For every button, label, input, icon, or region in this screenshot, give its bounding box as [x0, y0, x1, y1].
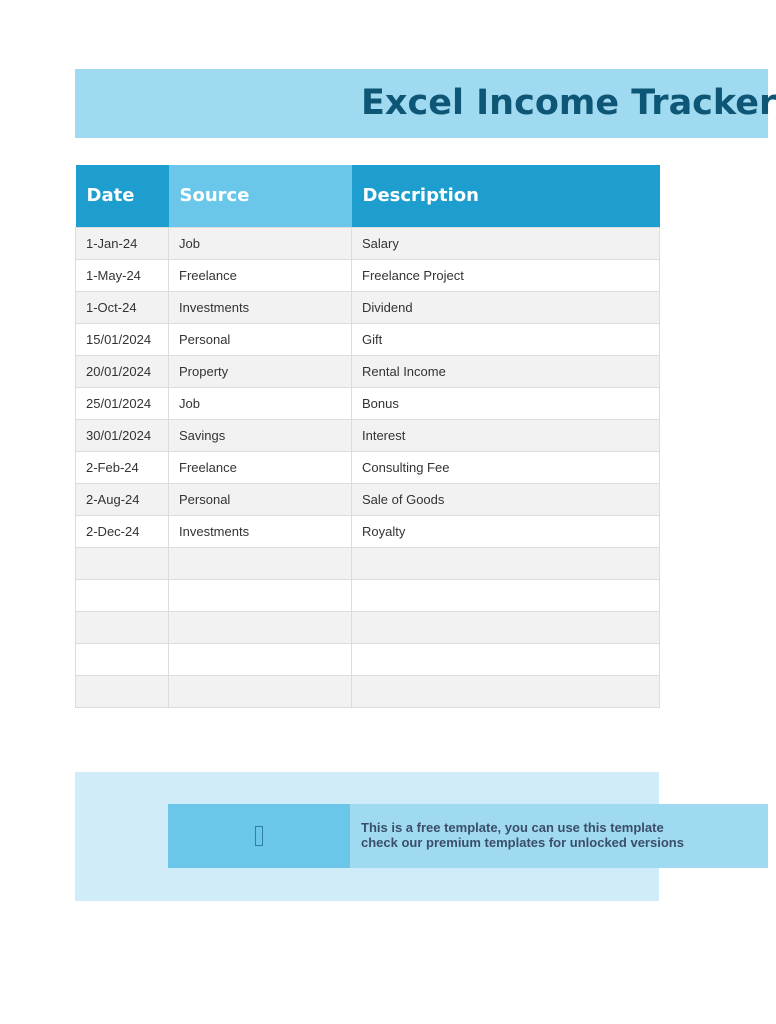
cell-date[interactable]	[76, 547, 169, 579]
title-band	[75, 69, 776, 138]
cell-description[interactable]	[352, 579, 660, 611]
table-row	[76, 579, 660, 611]
cell-source[interactable]	[169, 611, 352, 643]
cell-description[interactable]	[352, 675, 660, 707]
cell-source[interactable]: Job	[169, 387, 352, 419]
cell-date[interactable]: 1-Jan-24	[76, 227, 169, 259]
notice-line-1: This is a free template, you can use this template	[361, 820, 664, 835]
cell-date[interactable]: 25/01/2024	[76, 387, 169, 419]
cell-date[interactable]: 15/01/2024	[76, 323, 169, 355]
table-header-row	[76, 165, 660, 227]
table-row	[76, 483, 660, 515]
column-header-source[interactable]: Source	[169, 165, 352, 227]
cell-description[interactable]: Freelance Project	[352, 259, 660, 291]
cell-description[interactable]: Salary	[352, 227, 660, 259]
notice-message	[361, 820, 684, 850]
cell-description[interactable]: Bonus	[352, 387, 660, 419]
notice-text-cell	[350, 804, 768, 868]
cell-date[interactable]: 2-Dec-24	[76, 515, 169, 547]
cell-description[interactable]: Rental Income	[352, 355, 660, 387]
notice-line-2: check our premium templates for unlocked versions	[361, 835, 684, 850]
cell-date[interactable]: 30/01/2024	[76, 419, 169, 451]
cell-source[interactable]: Investments	[169, 291, 352, 323]
table-row	[76, 643, 660, 675]
cell-date[interactable]	[76, 579, 169, 611]
cell-description[interactable]	[352, 611, 660, 643]
cell-description[interactable]: Sale of Goods	[352, 483, 660, 515]
cell-source[interactable]: Freelance	[169, 451, 352, 483]
cell-source[interactable]: Savings	[169, 419, 352, 451]
cell-description[interactable]	[352, 547, 660, 579]
table-row	[76, 515, 660, 547]
cell-date[interactable]: 1-Oct-24	[76, 291, 169, 323]
cell-date[interactable]	[76, 643, 169, 675]
cell-description[interactable]: Dividend	[352, 291, 660, 323]
cell-description[interactable]: Interest	[352, 419, 660, 451]
cell-source[interactable]: Investments	[169, 515, 352, 547]
cell-date[interactable]: 20/01/2024	[76, 355, 169, 387]
table-row	[76, 611, 660, 643]
cell-description[interactable]	[352, 643, 660, 675]
column-header-description[interactable]: Description	[352, 165, 660, 227]
cell-description[interactable]: Royalty	[352, 515, 660, 547]
table-row	[76, 355, 660, 387]
cell-description[interactable]: Consulting Fee	[352, 451, 660, 483]
cell-source[interactable]: Property	[169, 355, 352, 387]
table-row	[76, 419, 660, 451]
cell-description[interactable]: Gift	[352, 323, 660, 355]
cell-date[interactable]: 2-Aug-24	[76, 483, 169, 515]
table-row	[76, 227, 660, 259]
table-row	[76, 387, 660, 419]
cell-date[interactable]: 2-Feb-24	[76, 451, 169, 483]
table-row	[76, 547, 660, 579]
cell-source[interactable]	[169, 579, 352, 611]
cell-source[interactable]: Job	[169, 227, 352, 259]
cell-date[interactable]: 1-May-24	[76, 259, 169, 291]
table-row	[76, 675, 660, 707]
table-row	[76, 259, 660, 291]
cell-source[interactable]	[169, 643, 352, 675]
info-icon	[255, 826, 263, 846]
cell-date[interactable]	[76, 675, 169, 707]
cell-date[interactable]	[76, 611, 169, 643]
notice-icon-cell	[168, 804, 350, 868]
table-row	[76, 451, 660, 483]
income-table	[75, 165, 660, 708]
cell-source[interactable]: Personal	[169, 323, 352, 355]
cell-source[interactable]	[169, 547, 352, 579]
column-header-date[interactable]: Date	[76, 165, 169, 227]
cell-source[interactable]: Freelance	[169, 259, 352, 291]
cell-source[interactable]: Personal	[169, 483, 352, 515]
table-row	[76, 323, 660, 355]
page-title: Excel Income Tracker	[361, 83, 776, 123]
cell-source[interactable]	[169, 675, 352, 707]
table-body	[76, 227, 660, 707]
table-row	[76, 291, 660, 323]
